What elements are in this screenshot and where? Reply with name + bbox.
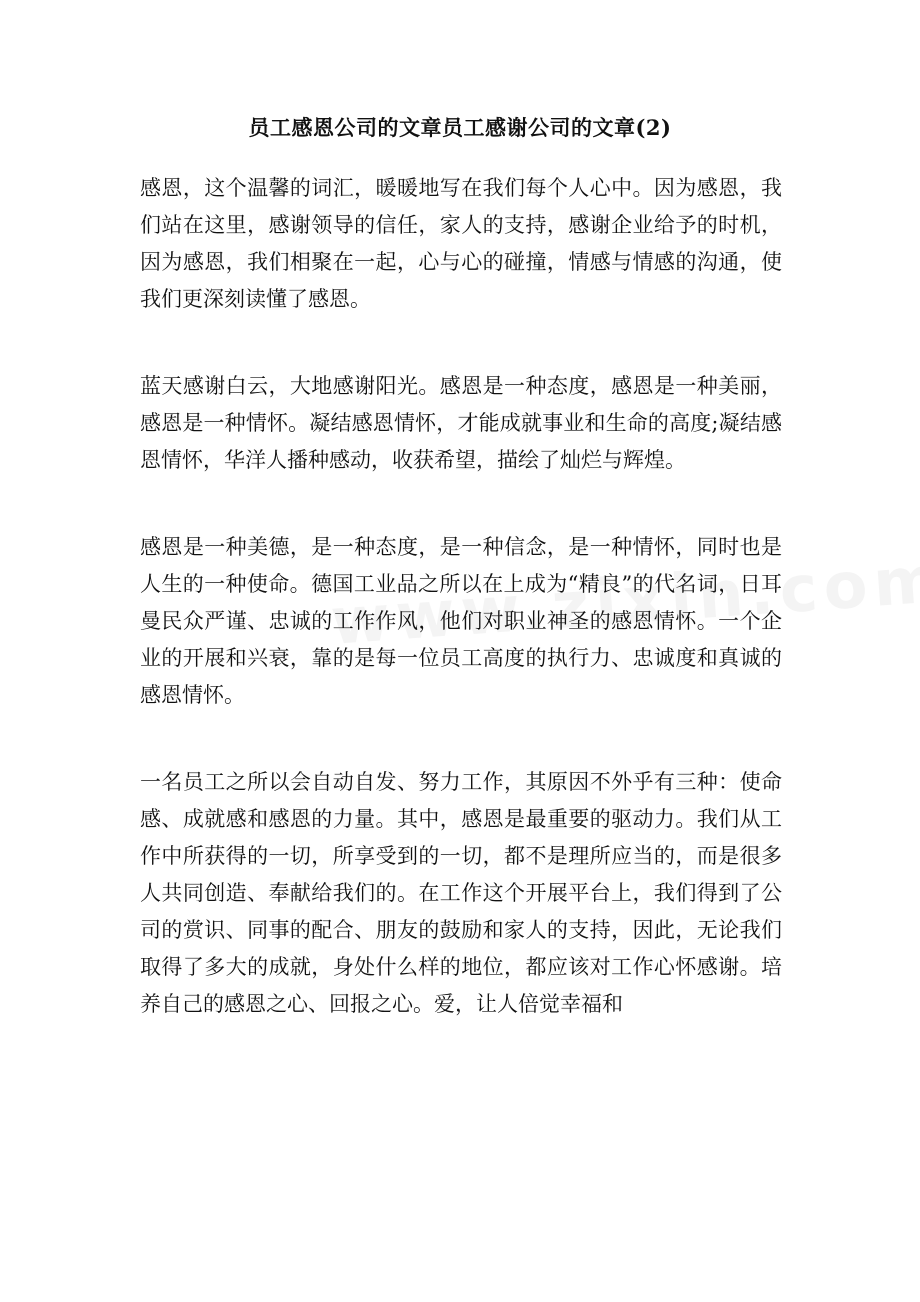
paragraph-2: 蓝天感谢白云，大地感谢阳光。感恩是一种态度，感恩是一种美丽，感恩是一种情怀。凝结感恩情怀，才能成就事业和生命的高度;凝结感恩情怀，华洋人播种感动，收获希望，描绘了灿烂与辉煌。: [140, 374, 782, 472]
document-body: [140, 170, 782, 1073]
paragraph-4: 一名员工之所以会自动自发、努力工作，其原因不外乎有三种：使命感、成就感和感恩的力量。其中，感恩是最重要的驱动力。我们从工作中所获得的一切，所享受到的一切，都不是理所应当的，而是很多人共同创造、奉献给我们的。在工作这个开展平台上，我们得到了公司的赏识、同事的配合、朋友的鼓励和家人的支持，因此，无论我们取得了多大的成就，身处什么样的地位，都应该对工作心怀感谢。培养自己的感恩之心、回报之心。爱，让人倍觉幸福和: [140, 770, 782, 1016]
document-title: 员工感恩公司的文章员工感谢公司的文章(2): [248, 115, 672, 140]
paragraph-3: 感恩是一种美德，是一种态度，是一种信念，是一种情怀，同时也是人生的一种使命。德国工业品之所以在上成为“精良”的代名词，日耳曼民众严谨、忠诚的工作作风，他们对职业神圣的感恩情怀。一个企业的开展和兴衰，靠的是每一位员工高度的执行力、忠诚度和真诚的感恩情怀。: [140, 535, 782, 707]
paragraph-1: 感恩，这个温馨的词汇，暖暖地写在我们每个人心中。因为感恩，我们站在这里，感谢领导的信任，家人的支持，感谢企业给予的时机，因为感恩，我们相聚在一起，心与心的碰撞，情感与情感的沟通，使我们更深刻读懂了感恩。: [140, 176, 782, 311]
